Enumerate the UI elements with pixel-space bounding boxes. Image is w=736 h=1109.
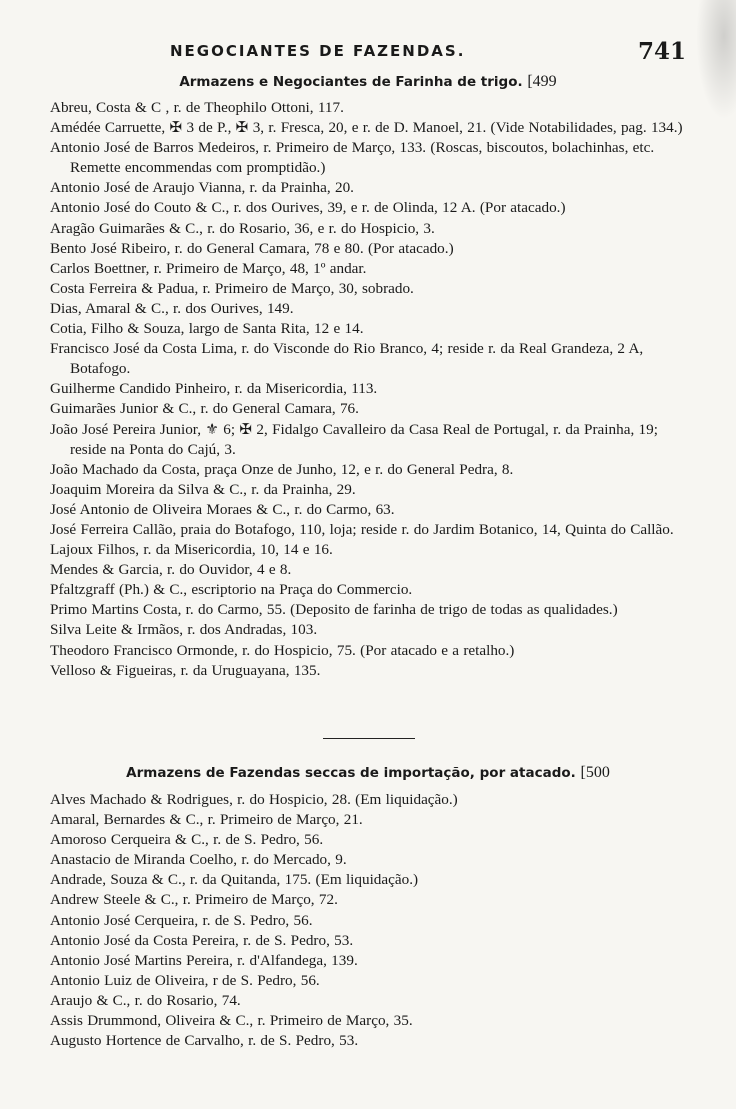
section-number: [499 xyxy=(527,73,557,90)
directory-entry: Andrew Steele & C., r. Primeiro de Março, 72. xyxy=(50,891,338,909)
directory-entry: José Antonio de Oliveira Moraes & C., r. do Carmo, 63. xyxy=(50,500,395,518)
section-divider xyxy=(323,738,415,739)
directory-entry: Antonio José do Couto & C., r. dos Ourives, 39, e r. de Olinda, 12 A. (Por atacado.) xyxy=(50,199,566,217)
running-head xyxy=(0,38,736,68)
directory-entry: Antonio José Cerqueira, r. de S. Pedro, 56. xyxy=(50,911,313,929)
directory-entry: Pfaltzgraff (Ph.) & C., escriptorio na Praça do Commercio. xyxy=(50,581,413,599)
directory-entry: Dias, Amaral & C., r. dos Ourives, 149. xyxy=(50,299,294,317)
directory-entry: Theodoro Francisco Ormonde, r. do Hospicio, 75. (Por atacado e a retalho.) xyxy=(50,641,515,659)
directory-entry: Bento José Ribeiro, r. do General Camara, 78 e 80. (Por atacado.) xyxy=(50,239,454,257)
directory-entry: Carlos Boettner, r. Primeiro de Março, 48, 1º andar. xyxy=(50,259,367,277)
section-heading-text: Armazens de Fazendas seccas de importação, por atacado. xyxy=(126,765,576,781)
directory-entry: Antonio José da Costa Pereira, r. de S. Pedro, 53. xyxy=(50,931,354,949)
entry-list-farinha xyxy=(50,98,686,681)
directory-entry: Araujo & C., r. do Rosario, 74. xyxy=(50,991,241,1009)
directory-entry: Guimarães Junior & C., r. do General Camara, 76. xyxy=(50,400,359,418)
directory-entry: João José Pereira Junior, ⚜ 6; ✠ 2, Fidalgo Cavalleiro da Casa Real de Portugal, r. da Prainha, 19; reside na Ponta do Cajú, 3. xyxy=(50,420,658,458)
page-number: 741 xyxy=(637,38,686,65)
directory-entry: Joaquim Moreira da Silva & C., r. da Prainha, 29. xyxy=(50,480,356,498)
directory-entry: Assis Drummond, Oliveira & C., r. Primeiro de Março, 35. xyxy=(50,1012,413,1030)
section-heading-farinha xyxy=(0,73,736,91)
directory-entry: Andrade, Souza & C., r. da Quitanda, 175. (Em liquidação.) xyxy=(50,871,419,889)
directory-entry: Amoroso Cerqueira & C., r. de S. Pedro, 56. xyxy=(50,831,324,849)
section-number: [500 xyxy=(580,764,610,781)
directory-entry: Francisco José da Costa Lima, r. do Visconde do Rio Branco, 4; reside r. da Real Grandeza, 2 A, Botafogo. xyxy=(50,340,644,378)
directory-entry: Augusto Hortence de Carvalho, r. de S. Pedro, 53. xyxy=(50,1032,359,1050)
directory-entry: Primo Martins Costa, r. do Carmo, 55. (Deposito de farinha de trigo de todas as qualidades.) xyxy=(50,601,618,619)
directory-entry: Velloso & Figueiras, r. da Uruguayana, 135. xyxy=(50,661,321,679)
directory-entry: João Machado da Costa, praça Onze de Junho, 12, e r. do General Pedra, 8. xyxy=(50,460,514,478)
directory-entry: Lajoux Filhos, r. da Misericordia, 10, 14 e 16. xyxy=(50,541,333,559)
directory-entry: Silva Leite & Irmãos, r. dos Andradas, 103. xyxy=(50,621,318,639)
directory-entry: Abreu, Costa & C , r. de Theophilo Ottoni, 117. xyxy=(50,99,344,116)
directory-entry: Antonio José Martins Pereira, r. d'Alfandega, 139. xyxy=(50,951,358,969)
directory-entry: Alves Machado & Rodrigues, r. do Hospicio, 28. (Em liquidação.) xyxy=(50,791,458,808)
directory-entry: Cotia, Filho & Souza, largo de Santa Rita, 12 e 14. xyxy=(50,320,364,338)
directory-entry: Mendes & Garcia, r. do Ouvidor, 4 e 8. xyxy=(50,561,292,579)
directory-entry: Antonio José de Araujo Vianna, r. da Prainha, 20. xyxy=(50,179,354,197)
running-title: NEGOCIANTES DE FAZENDAS. xyxy=(170,42,466,60)
section-heading-fazendas xyxy=(0,764,736,782)
directory-entry: Guilherme Candido Pinheiro, r. da Misericordia, 113. xyxy=(50,380,378,398)
directory-entry: José Ferreira Callão, praia do Botafogo, 110, loja; reside r. do Jardim Botanico, 14, Quinta do Callão. xyxy=(50,520,674,538)
directory-entry: Amédée Carruette, ✠ 3 de P., ✠ 3, r. Fresca, 20, e r. de D. Manoel, 21. (Vide Notabilidades, pag. 134.) xyxy=(50,119,683,137)
directory-entry: Amaral, Bernardes & C., r. Primeiro de Março, 21. xyxy=(50,811,363,829)
directory-entry: Antonio Luiz de Oliveira, r de S. Pedro, 56. xyxy=(50,971,320,989)
section-heading-text: Armazens e Negociantes de Farinha de trigo. xyxy=(179,74,523,90)
directory-entry: Costa Ferreira & Padua, r. Primeiro de Março, 30, sobrado. xyxy=(50,279,414,297)
directory-entry: Anastacio de Miranda Coelho, r. do Mercado, 9. xyxy=(50,851,347,869)
directory-entry: Antonio José de Barros Medeiros, r. Primeiro de Março, 133. (Roscas, biscoutos, bolachinhas, etc. Remette encommendas com promptidão.) xyxy=(50,139,655,177)
directory-entry: Aragão Guimarães & C., r. do Rosario, 36, e r. do Hospicio, 3. xyxy=(50,219,435,237)
entry-list-fazendas xyxy=(50,790,686,1051)
